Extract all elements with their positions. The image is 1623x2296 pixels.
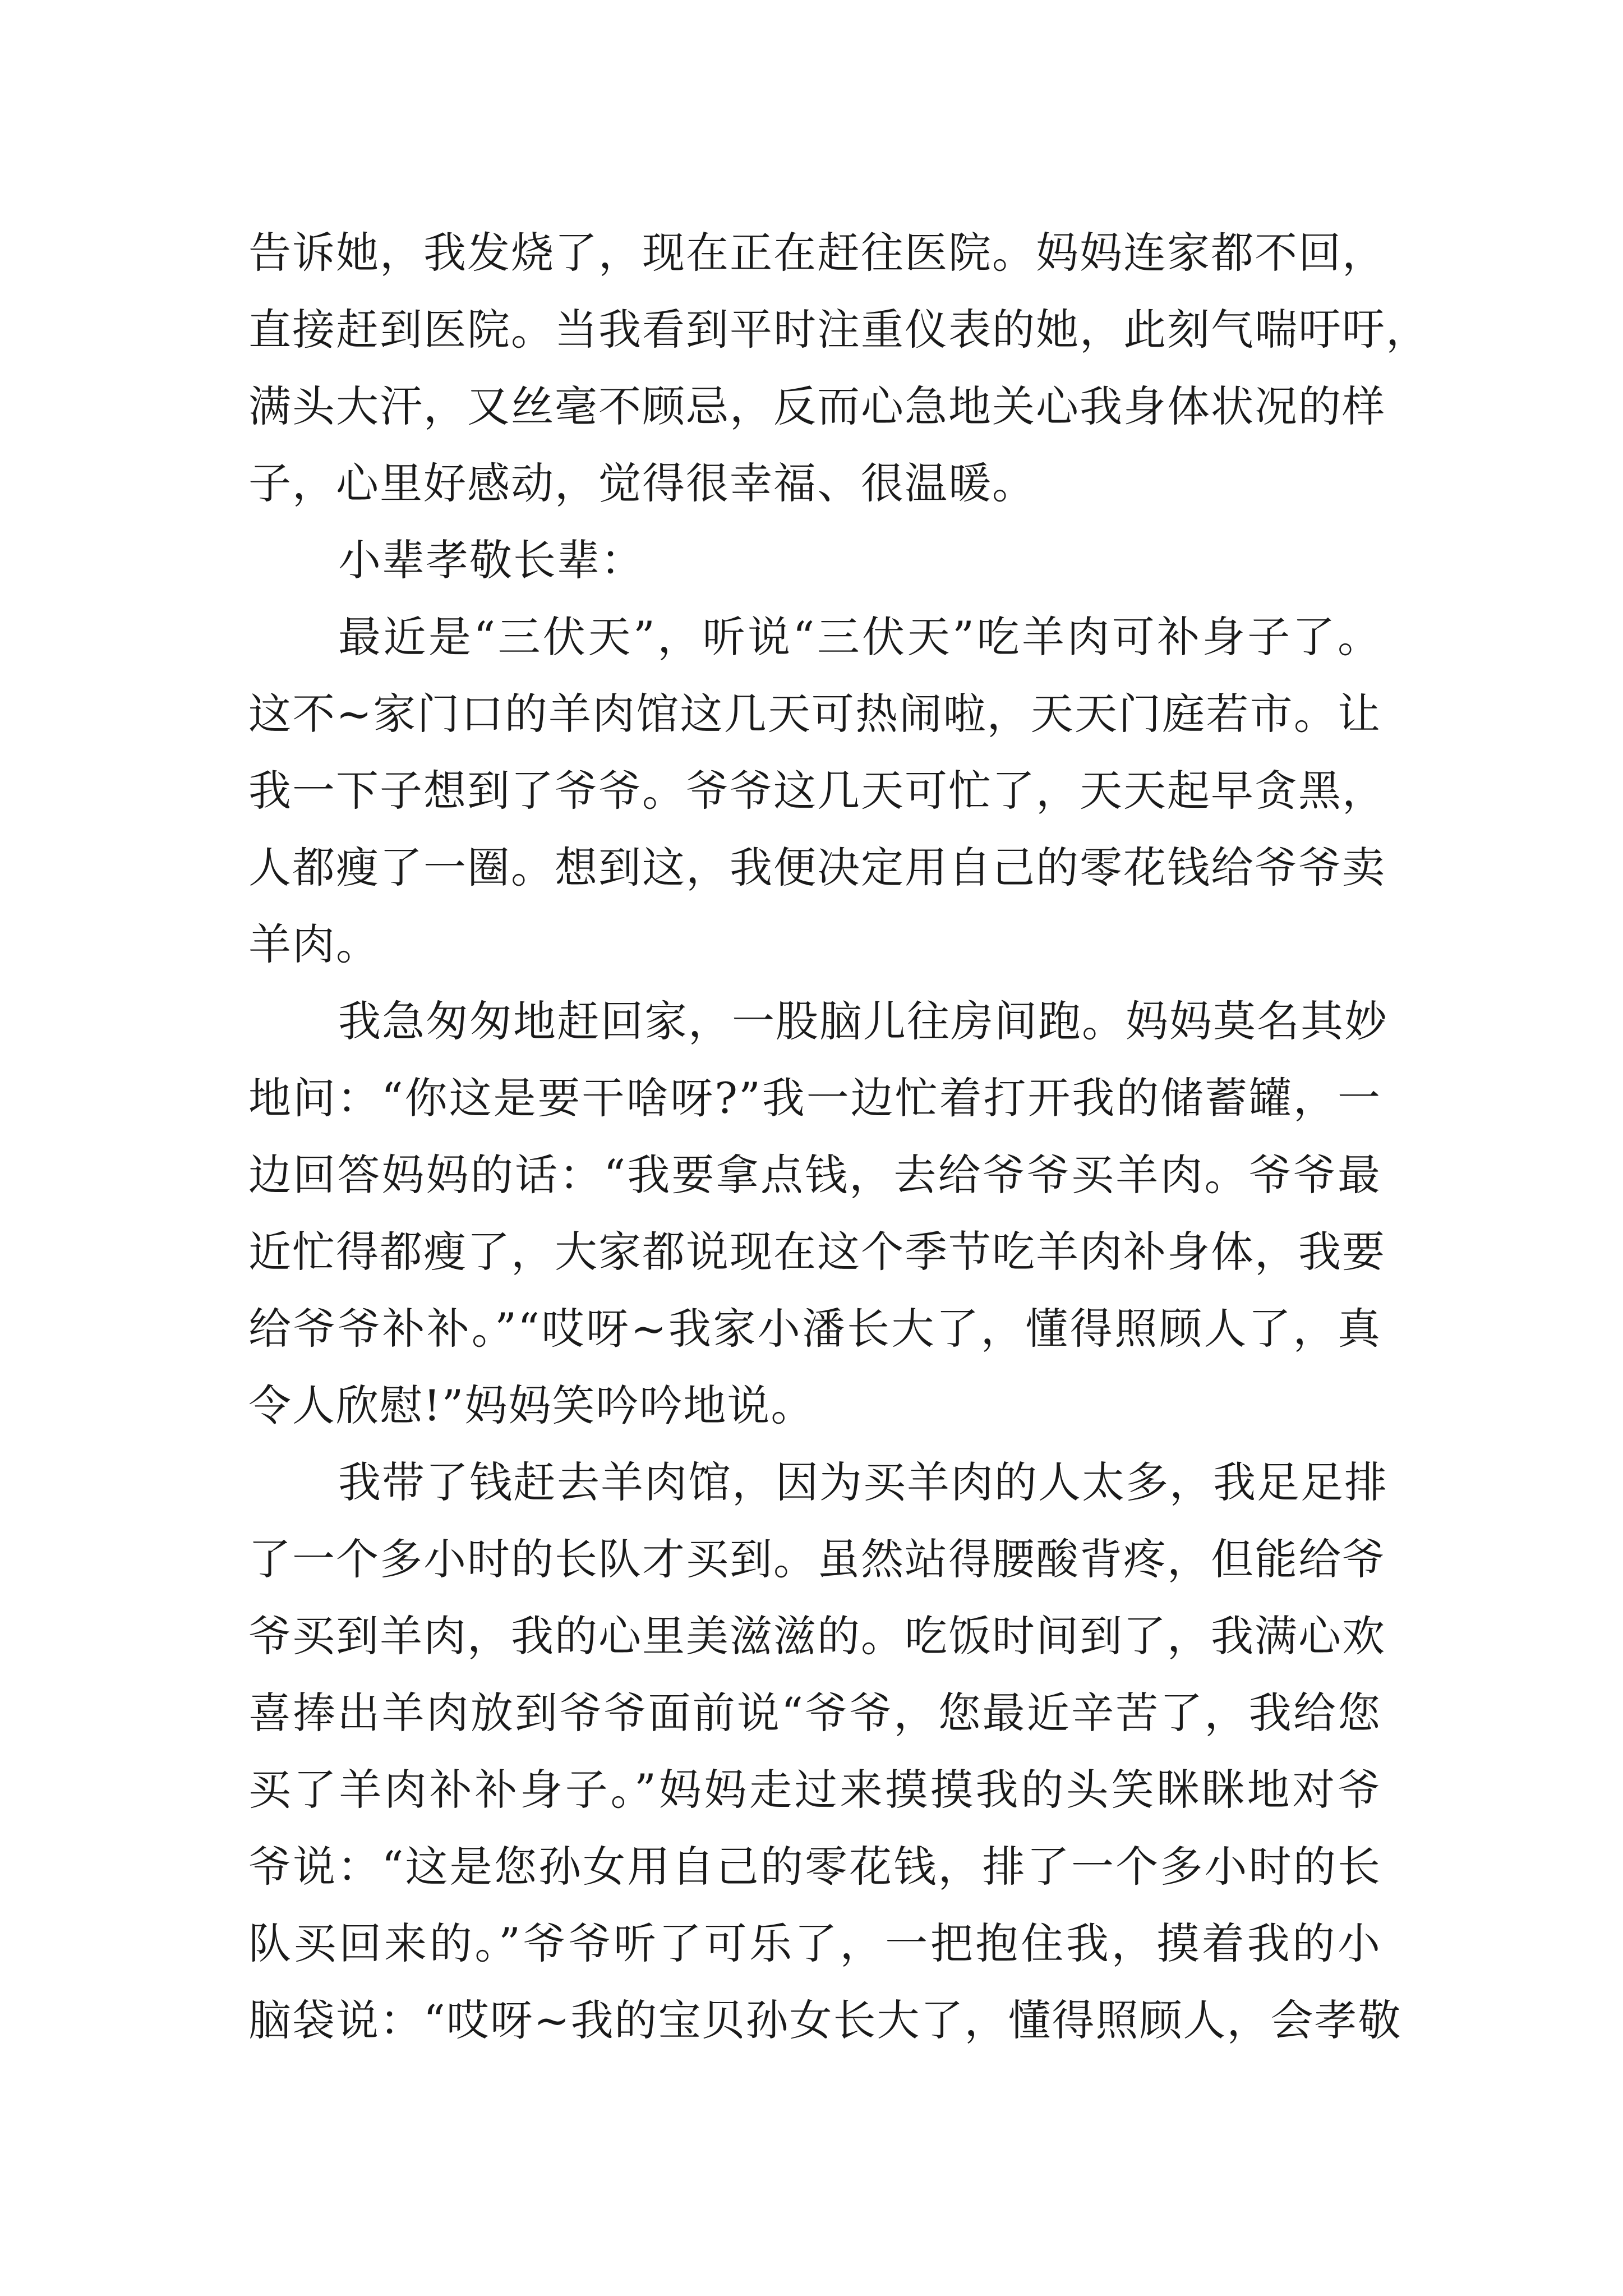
document-body-text [248,214,1430,2059]
text-line: 我急匆匆地赶回家，一股脑儿往房间跑。妈妈莫名其妙 [338,996,1388,1046]
text-line: 地问：“你这是要干啥呀?”我一边忙着打开我的储蓄罐，一 [248,1073,1381,1123]
text-line: 最近是“三伏天”，听说“三伏天”吃羊肉可补身子了。 [338,612,1381,662]
text-line: 近忙得都瘦了，大家都说现在这个季节吃羊肉补身体，我要 [248,1227,1386,1277]
text-line: 脑袋说：“哎呀~我的宝贝孙女长大了，懂得照顾人，会孝敬 [248,1995,1402,2045]
text-line: 羊肉。 [248,919,380,969]
text-line: 喜捧出羊肉放到爷爷面前说“爷爷，您最近辛苦了，我给您 [248,1688,1381,1738]
text-line: 满头大汗，又丝毫不顾忌，反而心急地关心我身体状况的样 [248,381,1386,431]
text-line: 了一个多小时的长队才买到。虽然站得腰酸背疼，但能给爷 [248,1534,1386,1584]
text-line: 直接赶到医院。当我看到平时注重仪表的她，此刻气喘吁吁， [248,305,1430,355]
text-line: 队买回来的。”爷爷听了可乐了，一把抱住我，摸着我的小 [248,1918,1381,1968]
text-line: 这不~家门口的羊肉馆这几天可热闹啦，天天门庭若市。让 [248,689,1381,739]
text-line: 爷说：“这是您孙女用自己的零花钱，排了一个多小时的长 [248,1842,1381,1892]
text-line: 告诉她，我发烧了，现在正在赶往医院。妈妈连家都不回， [248,228,1386,278]
text-line: 人都瘦了一圈。想到这，我便决定用自己的零花钱给爷爷卖 [248,843,1386,892]
text-line: 我带了钱赶去羊肉馆，因为买羊肉的人太多，我足足排 [338,1457,1388,1507]
text-line: 边回答妈妈的话：“我要拿点钱，去给爷爷买羊肉。爷爷最 [248,1150,1381,1200]
text-line: 我一下子想到了爷爷。爷爷这几天可忙了，天天起早贪黑， [248,766,1386,816]
text-line: 给爷爷补补。”“哎呀~我家小潘长大了，懂得照顾人了，真 [248,1304,1381,1354]
text-line: 爷买到羊肉，我的心里美滋滋的。吃饭时间到了，我满心欢 [248,1611,1386,1661]
text-line: 小辈孝敬长辈： [338,535,644,585]
text-line: 买了羊肉补补身子。”妈妈走过来摸摸我的头笑眯眯地对爷 [248,1765,1381,1815]
text-line: 子，心里好感动，觉得很幸福、很温暖。 [248,458,1036,508]
text-line: 令人欣慰!”妈妈笑吟吟地说。 [248,1381,815,1430]
